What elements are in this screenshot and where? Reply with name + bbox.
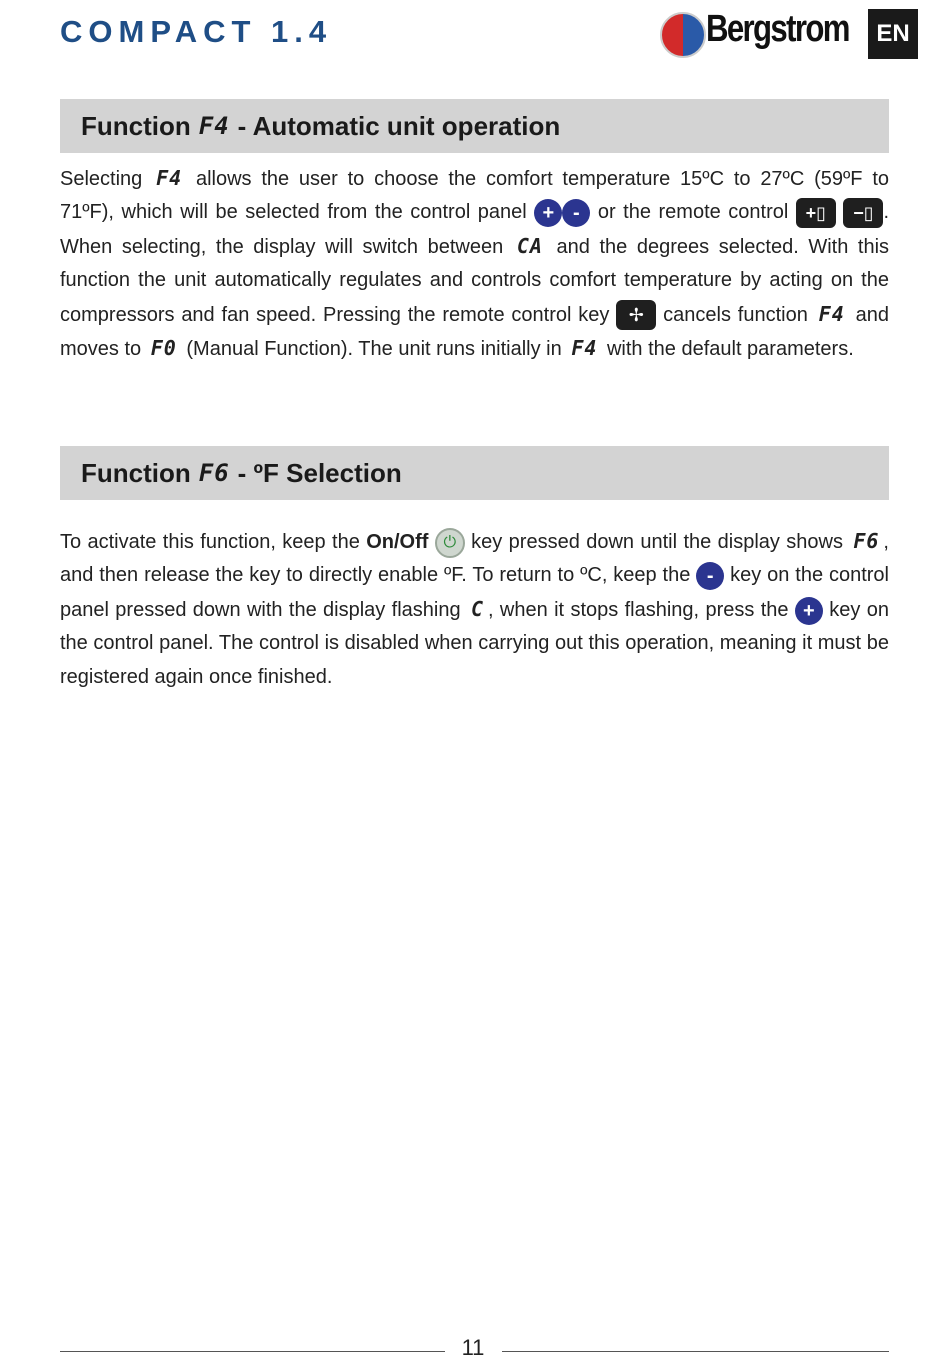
remote-minus-icon: −▯ — [843, 198, 883, 228]
section-heading-f6 — [60, 446, 889, 500]
doc-title: COMPACT 1.4 — [60, 14, 333, 49]
display-code: F4 — [818, 301, 845, 326]
section-heading-f4 — [60, 99, 889, 153]
display-code: F0 — [150, 336, 177, 361]
brand-name: Bergstrom — [706, 8, 849, 50]
plus-button-icon: + — [795, 597, 823, 625]
section2-paragraph — [60, 525, 889, 694]
text: or the remote control — [597, 201, 789, 224]
globe-icon — [660, 12, 706, 58]
onoff-label: On/Off — [366, 531, 429, 553]
heading-prefix: Function — [81, 110, 191, 141]
display-code: C — [470, 596, 485, 621]
footer-rule-right — [502, 1351, 889, 1352]
power-icon: ⏻ — [435, 528, 465, 558]
text: Selecting — [60, 168, 143, 190]
heading-suffix: - ºF Selection — [237, 457, 402, 488]
text: (Manual Function). The unit runs initially in — [186, 338, 562, 361]
heading-prefix: Function — [81, 457, 191, 488]
text: with the default parameters. — [606, 338, 854, 361]
text: and the degrees selected. With this function the unit automatically regulates and controls comfort temperature by acting on the compressors and fan speed. Pressing the remote control key — [60, 235, 890, 326]
text: and moves to — [60, 303, 889, 361]
remote-plus-icon: +▯ — [796, 198, 836, 228]
minus-button-icon: - — [562, 199, 590, 227]
text: key on the control panel pressed down with the display flashing — [60, 564, 889, 621]
heading-suffix: - Automatic unit operation — [237, 110, 561, 141]
section1-paragraph — [60, 162, 889, 366]
text: To activate this function, keep the — [60, 531, 360, 553]
language-badge: EN — [868, 9, 918, 59]
display-code: F4 — [198, 112, 230, 140]
fan-key-icon: ✢ — [616, 300, 656, 330]
display-code: F4 — [571, 336, 598, 361]
plus-button-icon: + — [534, 199, 562, 227]
text: key on the control panel. The control is disabled when carrying out this operation, meaning it must be registered again once finished. — [60, 598, 889, 688]
footer-rule-left — [60, 1351, 445, 1352]
text: , when it stops flashing, press the — [488, 598, 789, 621]
text: key pressed down until the display shows — [471, 531, 843, 553]
display-code: CA — [516, 233, 543, 258]
display-code: F6 — [198, 459, 230, 487]
minus-button-icon: - — [696, 562, 724, 590]
display-code: F6 — [853, 529, 880, 553]
page-number: 11 — [461, 1335, 485, 1360]
text: , and then release the key to directly enable ºF. To return to ºC, keep the — [60, 531, 889, 587]
text: . When selecting, the display will switch between — [60, 201, 889, 258]
display-code: F4 — [156, 166, 183, 190]
text: cancels function — [663, 303, 808, 326]
text: allows the user to choose the comfort temperature 15ºC to 27ºC (59ºF to 71ºF), which will be selected from the control panel — [60, 168, 889, 224]
